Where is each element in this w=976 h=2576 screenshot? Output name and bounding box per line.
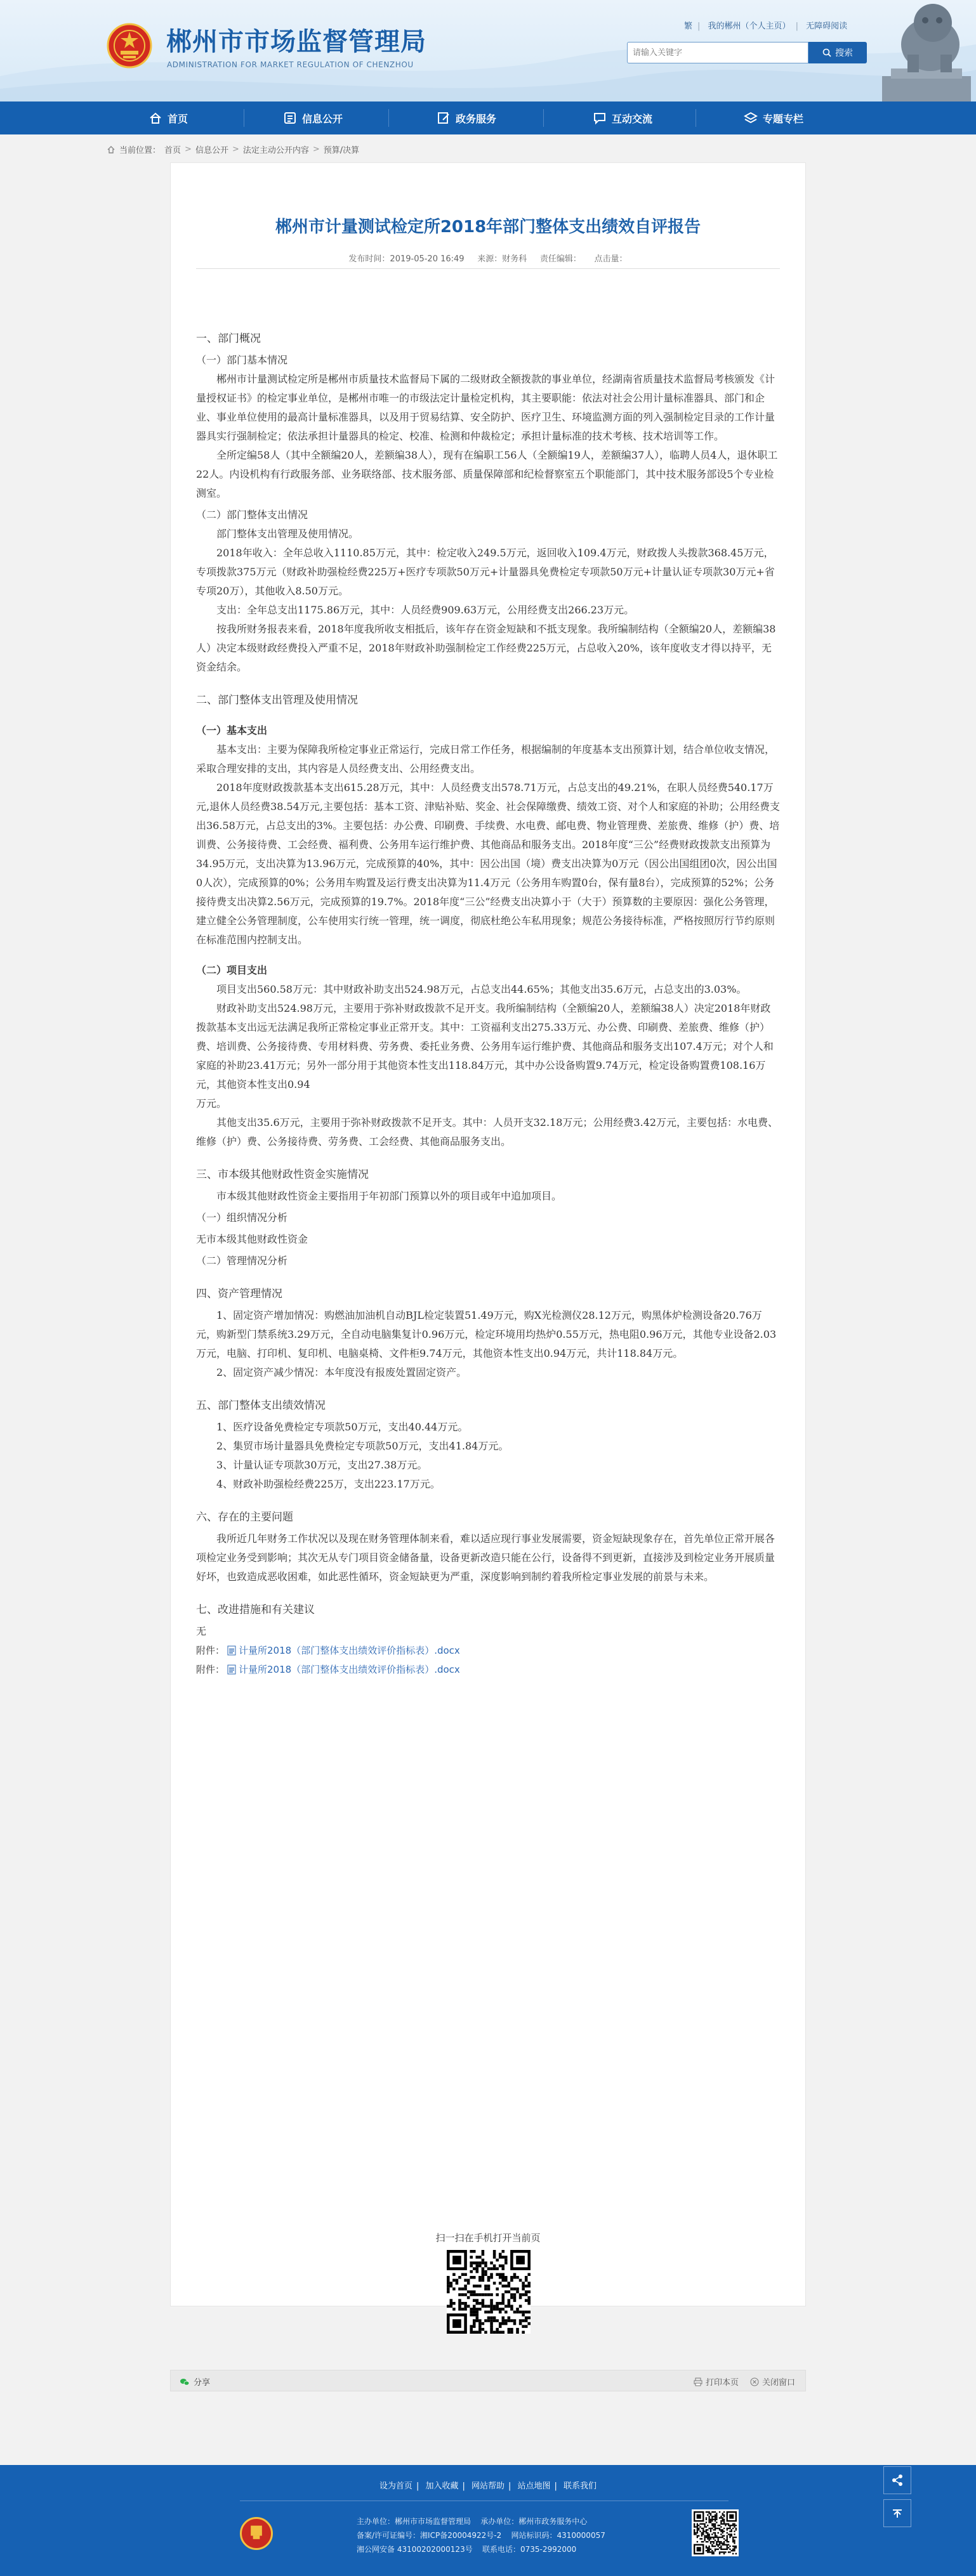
section-heading: 五、部门整体支出绩效情况 xyxy=(196,1399,326,1412)
section-heading: 三、市本级其他财政性资金实施情况 xyxy=(196,1168,369,1181)
site-name-en: ADMINISTRATION FOR MARKET REGULATION OF CHENZHOU xyxy=(167,60,414,69)
body-paragraph: 项目支出560.58万元：其中财政补助支出524.98万元，占总支出44.65%；其他支出35.6万元，占总支出的3.03%。 xyxy=(216,983,747,995)
print-label: 打印本页 xyxy=(705,2378,739,2388)
print-button[interactable] xyxy=(694,2376,739,2388)
search-button[interactable] xyxy=(808,42,867,63)
search-input[interactable] xyxy=(628,42,808,63)
nav-divider xyxy=(388,109,389,127)
traditional-chinese-link[interactable]: 繁 xyxy=(684,22,693,31)
toolbar-actions xyxy=(694,2376,795,2388)
search-icon xyxy=(822,48,831,57)
article-meta: 发布时间：2019-05-20 16:49 来源：财务科 责任编辑： 点击量： xyxy=(348,254,628,264)
nav-item-services[interactable] xyxy=(437,101,496,134)
body-paragraph: 我所近几年财务工作状况以及现在财务管理体制来看，难以适应现行事业发展需要，资金短缺现象存在，首先单位正常开展各项检定业务受到影响；其次无从专门项目资金储备量，设备更新改造只能在公行，设备得不到更新，直接涉及到检定业务开展质量好坏，也致造成恶收困难，如此恶性循环，资金短缺更为严重，深度影响到制约着我所检定事业发展的前景与未来。 xyxy=(196,1533,775,1583)
nav-item-topics[interactable] xyxy=(744,101,803,134)
close-label: 关闭窗口 xyxy=(762,2378,795,2388)
body-paragraph: 万元。 xyxy=(196,1097,227,1109)
nav-item-home[interactable] xyxy=(148,101,188,134)
share-group xyxy=(180,2376,210,2388)
search-button-label: 搜索 xyxy=(835,48,853,58)
attachment-label: 附件： xyxy=(196,1645,225,1656)
chat-icon xyxy=(593,111,607,125)
qr-caption: 扫一扫在手机打开当前页 xyxy=(435,2232,541,2244)
national-emblem-icon xyxy=(107,23,152,69)
share-label: 分享 xyxy=(194,2378,211,2388)
body-paragraph: 4、财政补助强检经费225万，支出223.17万元。 xyxy=(216,1478,440,1490)
nav-label: 首页 xyxy=(168,112,188,125)
body-paragraph: 全所定编58人（其中全额编20人，差额编38人），现有在编职工56人（全额编19人，差额编37人），临聘人员4人，退休职工22人。内设机构有行政服务部、业务联络部、技术服务部、质量保障部和纪检督察室五个职能部门，其中技术服务部设5个专业检测室。 xyxy=(196,449,778,499)
article-blocks xyxy=(196,329,780,1641)
body-paragraph: 基本支出：主要为保障我所检定事业正常运行，完成日常工作任务，根据编制的年度基本支出预算计划，结合单位收支情况，采取合理安排的支出，其内容是人员经费支出、公用经费支出。 xyxy=(196,743,775,775)
section-heading: 一、部门概况 xyxy=(196,332,261,345)
body-paragraph: 其他支出35.6万元，主要用于弥补财政拨款不足开支。其中：人员开支32.18万元；公用经费3.42万元，主要包括：水电费、维修（护）费、公务接待费、劳务费、工会经费、其他商品服务支出。 xyxy=(196,1116,779,1147)
accessibility-link[interactable]: 无障碍阅读 xyxy=(806,22,848,31)
footer-qr-code xyxy=(694,2511,737,2554)
page-qr-code xyxy=(447,2250,531,2334)
top-links: 繁 | 我的郴州（个人主页） | 无障碍阅读 xyxy=(684,22,848,31)
footer-link[interactable]: 站点地图 xyxy=(517,2481,551,2491)
footer-info-line: 主办单位：郴州市市场监督管理局 承办单位：郴州市政务服务中心 xyxy=(357,2517,588,2526)
article-title: 郴州市计量测试检定所2018年部门整体支出绩效自评报告 xyxy=(275,218,701,237)
main-nav xyxy=(0,101,976,134)
body-paragraph: 财政补助支出524.98万元，主要用于弥补财政拨款不足开支。我所编制结构（全额编20人，差额编38人）决定2018年财政拨款基本支出远无法满足我所正常检定事业正常开支。其中：工资福利支出275.33万元、办公费、印刷费、差旅费、维修（护）费、培训费、公务接待费、专用材料费、劳务费、委托业务费、公务用车运行维护费、其他商品和服务支出107.4万元；对个人和家庭的补助23.41万元；另外一部分用于其他资本性支出118.84万元，其中办公设备购置9.74万元，检定设备购置费108.16万元，其他资本性支出0.94 xyxy=(196,1002,774,1090)
nav-label: 互动交流 xyxy=(612,112,653,125)
article-toolbar xyxy=(170,2370,806,2391)
body-paragraph: 1、医疗设备免费检定专项款50万元，支出40.44万元。 xyxy=(216,1421,468,1433)
body-paragraph: 2、集贸市场计量器具免费检定专项款50万元，支出41.84万元。 xyxy=(216,1440,509,1452)
site-footer xyxy=(0,2465,976,2576)
breadcrumb-item[interactable]: 信息公开 xyxy=(195,146,228,155)
attachment-row xyxy=(196,1660,780,1679)
site-header xyxy=(0,0,976,101)
breadcrumb-item[interactable]: 首页 xyxy=(164,146,181,155)
party-government-badge-icon[interactable] xyxy=(240,2517,273,2550)
subsection-heading: （一）部门基本情况 xyxy=(196,354,288,366)
footer-info-line: 湘公网安备 43100202000123号 联系电话：0735-2992000 xyxy=(357,2545,577,2554)
footer-links: 设为首页 | 加入收藏 | 网站帮助 | 站点地图 | 联系我们 xyxy=(379,2481,597,2491)
attachment-link[interactable]: 计量所2018（部门整体支出绩效评价指标表）.docx xyxy=(239,1645,460,1656)
body-paragraph: 1、固定资产增加情况：购燃油加油机自动BJL检定装置51.49万元，购X光检测仪28.12万元，购黑体炉检测设备20.76万元，购新型门禁系统3.29万元，全自动电脑集复计0.96万元，检定环境用均热炉0.55万元，热电阻0.96万元，其他专业设备2.03万元，电脑、打印机、复印机、电脑桌椅、文件柜9.74万元，其他资本性支出0.94万元，共计118.84万元。 xyxy=(196,1309,777,1359)
body-paragraph: 按我所财务报表来看，2018年度我所收支相抵后，该年存在资金短缺和不抵支现象。我所编制结构（全额编20人，差额编38人）决定本级财政经费投入严重不足，2018年财政补助强制检定工作经费225万元，占总收入20%，该年度收支才得以持平，无资金结余。 xyxy=(196,623,776,673)
float-share-button[interactable] xyxy=(883,2466,911,2494)
close-window-button[interactable] xyxy=(750,2376,795,2388)
print-icon xyxy=(694,2377,702,2386)
search-box xyxy=(627,42,808,63)
info-icon xyxy=(283,111,297,125)
body-paragraph: 无 xyxy=(196,1625,207,1637)
back-to-top-button[interactable] xyxy=(883,2499,911,2527)
doc-icon xyxy=(227,1664,236,1675)
breadcrumb-item[interactable]: 预算/决算 xyxy=(323,146,360,155)
home-icon xyxy=(148,111,162,125)
footer-link[interactable]: 设为首页 xyxy=(379,2481,412,2491)
subsection-heading: （一）基本支出 xyxy=(196,724,268,736)
article-card xyxy=(170,162,806,2306)
wechat-icon[interactable] xyxy=(180,2377,190,2387)
section-heading: 四、资产管理情况 xyxy=(196,1288,282,1300)
subsection-heading: （二）项目支出 xyxy=(196,964,268,976)
body-paragraph: 郴州市计量测试检定所是郴州市质量技术监督局下属的二级财政全额拨款的事业单位，经湖南省质量技术监督局考核颁发《计量授权证书》的检定事业单位，是郴州市唯一的市级法定计量检定机构，其主要职能：依法对社会公用计量标准器具、部门和企业、事业单位使用的最高计量标准器具，以及用于贸易结算、安全防护、医疗卫生、环境监测方面的列入强制检定目录的工作计量器具实行强制检定；依法承担计量器具的检定、校准、检测和仲裁检定；承担计量标准的技术考核、技术培训等工作。 xyxy=(196,373,775,442)
body-paragraph: 3、计量认证专项款30万元，支出27.38万元。 xyxy=(216,1459,428,1471)
section-heading: 二、部门整体支出管理及使用情况 xyxy=(196,694,358,707)
subsection-heading: 无市本级其他财政性资金 xyxy=(196,1233,308,1245)
footer-info xyxy=(357,2514,605,2556)
nav-label: 政务服务 xyxy=(456,112,497,125)
body-paragraph: 市本级其他财政性资金主要指用于年初部门预算以外的项目或年中追加项目。 xyxy=(216,1190,562,1202)
stone-lion-image xyxy=(869,0,976,101)
nav-item-interaction[interactable] xyxy=(593,101,652,134)
subsection-heading: （一）组织情况分析 xyxy=(196,1212,288,1224)
breadcrumb-item[interactable]: 法定主动公开内容 xyxy=(242,146,309,155)
nav-label: 专题专栏 xyxy=(763,112,804,125)
title-divider xyxy=(196,268,780,269)
site-name: 郴州市市场监督管理局 xyxy=(166,27,426,56)
location-icon xyxy=(107,145,115,154)
footer-qr-box xyxy=(692,2509,739,2556)
article-body xyxy=(196,315,780,1679)
attachment-link[interactable]: 计量所2018（部门整体支出绩效评价指标表）.docx xyxy=(239,1664,460,1675)
nav-item-info[interactable] xyxy=(283,101,343,134)
arrow-up-icon xyxy=(890,2506,904,2520)
footer-link[interactable]: 加入收藏 xyxy=(425,2481,459,2491)
body-paragraph: 部门整体支出管理及使用情况。 xyxy=(216,528,359,540)
breadcrumb: 当前位置： 首页 > 信息公开 > 法定主动公开内容 > 预算/决算 xyxy=(107,143,359,155)
body-paragraph: 2018年度财政拨款基本支出615.28万元，其中：人员经费支出578.71万元，占总支出的49.21%，在职人员经费540.17万元,退休人员经费38.54万元,主要包括：基本工资、津贴补贴、奖金、社会保障缴费、绩效工资、对个人和家庭的补助；公用经费支出36.58万元，占总支出的3%。主要包括：办公费、印刷费、手续费、水电费、邮电费、物业管理费、差旅费、维修（护）费、培训费、公务接待费、工会经费、福利费、公务用车运行维护费、其他商品和服务支出。2018年度“三公”经费财政拨款支出预算为34.95万元，支出决算为13.96万元，完成预算的40%，其中：因公出国（境）费支出决算为0万元（因公出国组团0次，因公出国0人次），完成预算的0%；公务用车购置及运行费支出决算为11.4万元（公务用车购置0台，保有量8台），完成预算的52%；公务接待费支出决算2.56万元，完成预算的19.7%。2018年度“三公”经费支出决算小于（大于）预算数的主要原因：强化公务管理，建立健全公务管理制度，公车使用实行统一管理，统一调度，彻底杜绝公车私用现象；规范公务接待标准，严格按照厉行节约原则在标准范围内控制支出。 xyxy=(196,781,780,946)
nav-divider xyxy=(543,109,544,127)
attachment-row xyxy=(196,1641,780,1660)
share-icon xyxy=(890,2473,904,2487)
body-paragraph: 2018年收入：全年总收入1110.85万元，其中：检定收入249.5万元，返回收入109.4万元，财政拨人头拨款368.45万元，专项拨款375万元（财政补助强检经费225万+医疗专项款50万元+计量器具免费检定专项款50万元+计量认证专项款30万元+省专项20万），其他收入8.50万元。 xyxy=(196,547,775,597)
edit-icon xyxy=(437,111,451,125)
layers-icon xyxy=(744,111,758,125)
close-icon xyxy=(750,2377,759,2386)
subsection-heading: （二）部门整体支出情况 xyxy=(196,509,308,521)
personal-home-link[interactable]: 我的郴州（个人主页） xyxy=(708,22,791,31)
breadcrumb-label: 当前位置： xyxy=(119,146,161,155)
attachment-label: 附件： xyxy=(196,1664,225,1675)
footer-link[interactable]: 网站帮助 xyxy=(471,2481,504,2491)
body-paragraph: 2、固定资产减少情况：本年度没有报废处置固定资产。 xyxy=(216,1366,467,1378)
footer-link[interactable]: 联系我们 xyxy=(564,2481,597,2491)
section-heading: 七、改进措施和有关建议 xyxy=(196,1604,315,1616)
body-paragraph: 支出：全年总支出1175.86万元，其中：人员经费909.63万元，公用经费支出266.23万元。 xyxy=(216,604,635,616)
nav-label: 信息公开 xyxy=(302,112,343,125)
doc-icon xyxy=(227,1645,236,1656)
section-heading: 六、存在的主要问题 xyxy=(196,1511,293,1524)
footer-info-line: 备案/许可证编号：湘ICP备20004922号-2 网站标识码：4310000057 xyxy=(357,2531,605,2540)
subsection-heading: （二）管理情况分析 xyxy=(196,1255,288,1267)
